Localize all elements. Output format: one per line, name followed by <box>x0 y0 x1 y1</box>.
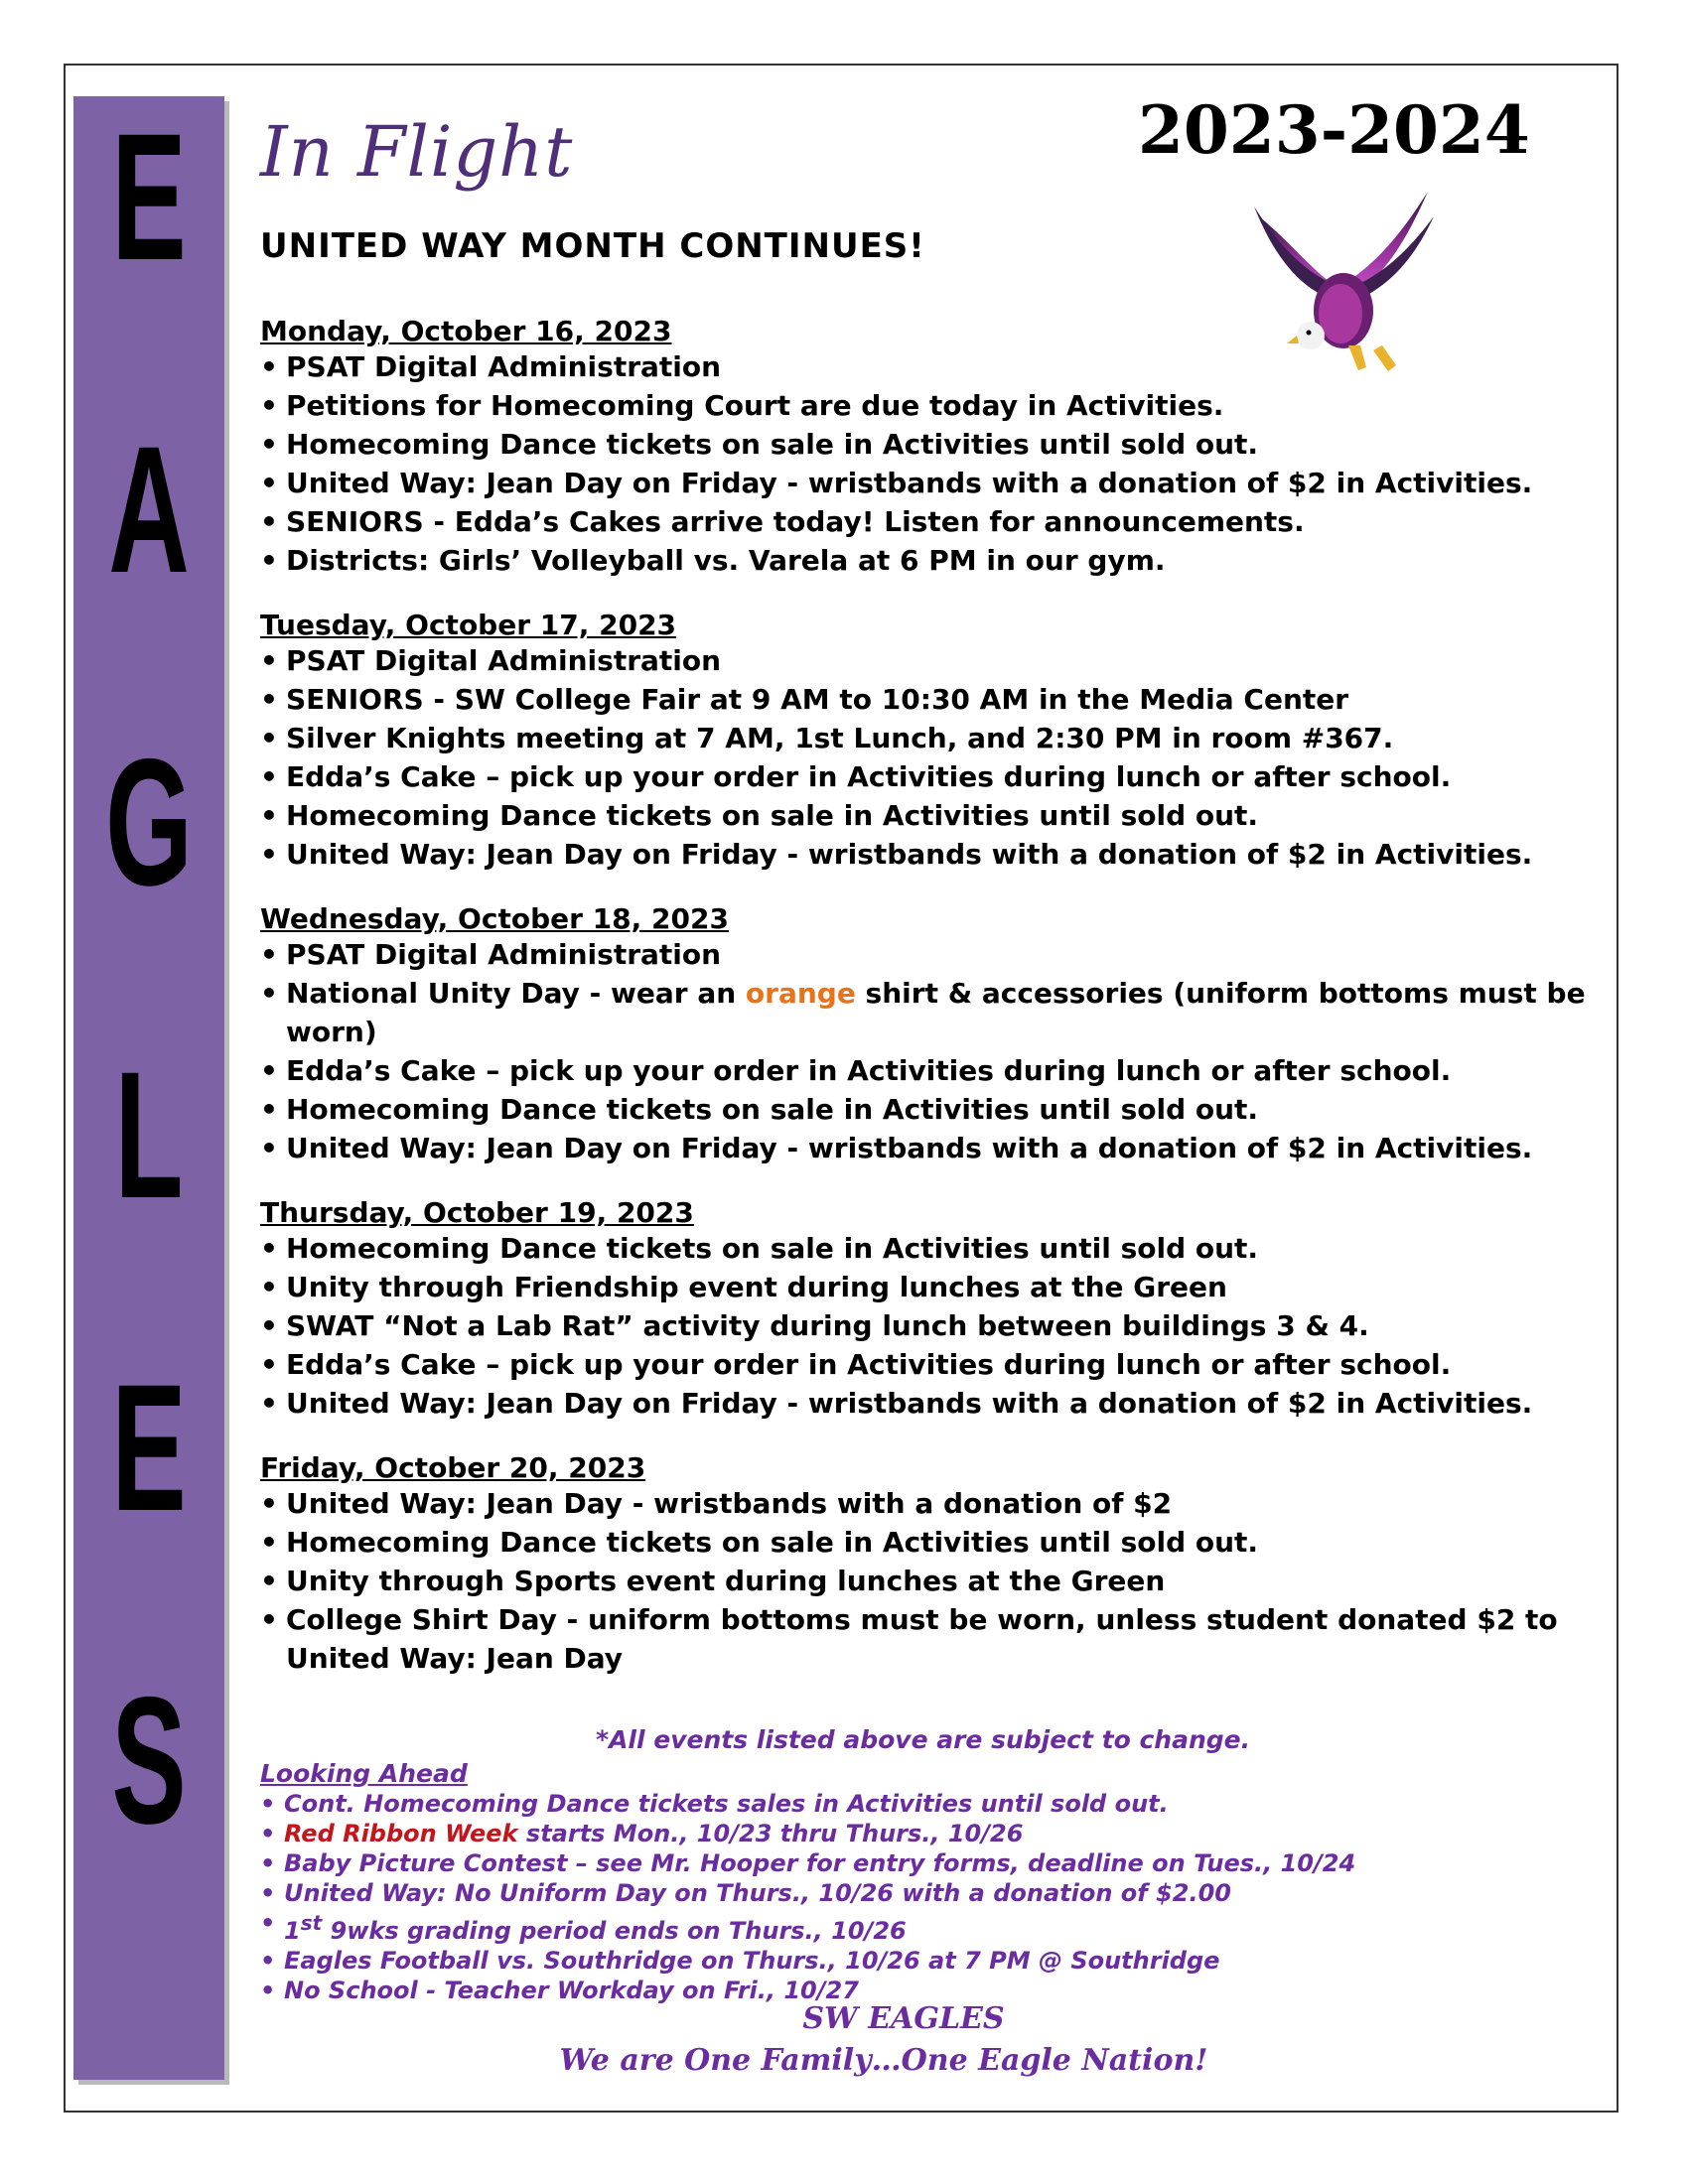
day-wednesday <box>260 903 1591 1167</box>
list-item: • SENIORS - SW College Fair at 9 AM to 10:30 AM in the Media Center <box>260 683 1349 716</box>
day-title: Friday, October 20, 2023 <box>260 1451 646 1484</box>
list-item: • United Way: Jean Day on Friday - wristbands with a donation of $2 in Activities. <box>260 1387 1533 1420</box>
day-title: Tuesday, October 17, 2023 <box>260 609 677 641</box>
list-item: • Districts: Girls’ Volleyball vs. Varela at 6 PM in our gym. <box>260 544 1166 577</box>
day-title: Thursday, October 19, 2023 <box>260 1196 694 1229</box>
school-year: 2023-2024 <box>1138 91 1530 169</box>
footer-title: SW EAGLES <box>802 2001 1005 2036</box>
list-item: • PSAT Digital Administration <box>260 938 722 971</box>
list-item: • PSAT Digital Administration <box>260 644 722 677</box>
list-item: • Eagles Football vs. Southridge on Thurs., 10/26 at 7 PM @ Southridge <box>260 1947 1220 1975</box>
list-item: • Red Ribbon Week starts Mon., 10/23 thru Thurs., 10/26 <box>260 1820 1024 1847</box>
red-ribbon-label: Red Ribbon Week <box>284 1820 518 1847</box>
daily-schedule <box>260 316 1591 1707</box>
list-item: • Edda’s Cake – pick up your order in Activities during lunch or after school. <box>260 1348 1452 1381</box>
list-item: • Cont. Homecoming Dance tickets sales in Activities until sold out. <box>260 1790 1169 1818</box>
looking-ahead <box>260 1759 1551 2005</box>
list-item: • SWAT “Not a Lab Rat” activity during lunch between buildings 3 & 4. <box>260 1309 1369 1342</box>
list-item: • Homecoming Dance tickets on sale in Activities until sold out. <box>260 1526 1259 1559</box>
footer-motto: We are One Family…One Eagle Nation! <box>559 2043 1208 2078</box>
day-title: Monday, October 16, 2023 <box>260 315 672 347</box>
list-item: • College Shirt Day - uniform bottoms must be worn, unless student donated $2 to United Way: Jean Day <box>260 1603 1558 1675</box>
list-item: • 1st 9wks grading period ends on Thurs., 10/26 <box>260 1909 907 1945</box>
sidebar-letter: E <box>111 95 187 298</box>
looking-ahead-title: Looking Ahead <box>260 1759 468 1788</box>
list-item: • Homecoming Dance tickets on sale in Activities until sold out. <box>260 428 1259 461</box>
day-title: Wednesday, October 18, 2023 <box>260 902 729 935</box>
list-item: • United Way: No Uniform Day on Thurs., 10/26 with a donation of $2.00 <box>260 1879 1231 1907</box>
sidebar-letter: G <box>105 721 193 923</box>
list-item: • United Way: Jean Day on Friday - wristbands with a donation of $2 in Activities. <box>260 467 1533 499</box>
list-item: • Homecoming Dance tickets on sale in Activities until sold out. <box>260 799 1259 832</box>
eagles-sidebar <box>73 96 224 2080</box>
sidebar-letter: A <box>108 408 190 611</box>
list-item: • United Way: Jean Day on Friday - wristbands with a donation of $2 in Activities. <box>260 838 1533 871</box>
list-item: • United Way: Jean Day on Friday - wristbands with a donation of $2 in Activities. <box>260 1132 1533 1164</box>
day-tuesday <box>260 610 1591 874</box>
list-item: • Baby Picture Contest – see Mr. Hooper for entry forms, deadline on Tues., 10/24 <box>260 1849 1356 1877</box>
day-thursday <box>260 1197 1591 1423</box>
newsletter-brand: In Flight <box>260 111 574 193</box>
sidebar-letter: S <box>111 1659 187 1861</box>
disclaimer: *All events listed above are subject to change. <box>596 1725 1251 1754</box>
list-item: • Edda’s Cake – pick up your order in Activities during lunch or after school. <box>260 1054 1452 1087</box>
sidebar-letter: L <box>114 1033 184 1236</box>
list-item: • Petitions for Homecoming Court are due today in Activities. <box>260 389 1224 422</box>
day-monday <box>260 316 1591 580</box>
list-item: • Homecoming Dance tickets on sale in Activities until sold out. <box>260 1232 1259 1265</box>
list-item: • Silver Knights meeting at 7 AM, 1st Lunch, and 2:30 PM in room #367. <box>260 722 1394 754</box>
list-item: • Unity through Friendship event during lunches at the Green <box>260 1271 1227 1303</box>
sidebar-letter: E <box>111 1346 187 1549</box>
list-item: • No School - Teacher Workday on Fri., 10/27 <box>260 1977 859 2004</box>
list-item: • Unity through Sports event during lunches at the Green <box>260 1565 1166 1597</box>
list-item: • Edda’s Cake – pick up your order in Activities during lunch or after school. <box>260 760 1452 793</box>
orange-highlight: orange <box>745 977 856 1010</box>
list-item: • United Way: Jean Day - wristbands with a donation of $2 <box>260 1487 1173 1520</box>
list-item: • National Unity Day - wear an orange shirt & accessories (uniform bottoms must be worn) <box>260 977 1586 1048</box>
list-item: • SENIORS - Edda’s Cakes arrive today! Listen for announcements. <box>260 505 1305 538</box>
headline: UNITED WAY MONTH CONTINUES! <box>260 226 925 266</box>
list-item: • PSAT Digital Administration <box>260 350 722 383</box>
day-friday <box>260 1452 1591 1678</box>
list-item: • Homecoming Dance tickets on sale in Activities until sold out. <box>260 1093 1259 1126</box>
